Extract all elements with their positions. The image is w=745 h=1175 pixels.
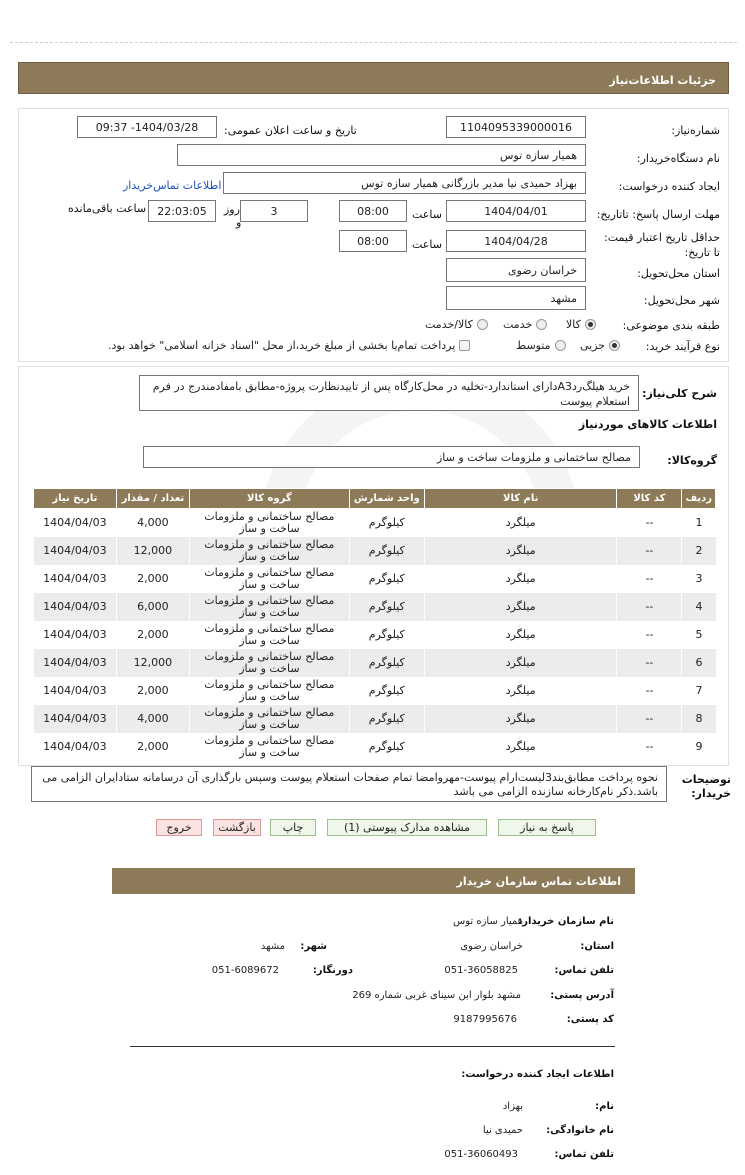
- category-both-radio[interactable]: [477, 319, 488, 330]
- process-medium-label: متوسط: [516, 339, 551, 352]
- col-date: تاریخ نیاز: [34, 489, 117, 509]
- org-value: همیار سازه توس: [453, 916, 523, 927]
- category-service-radio[interactable]: [536, 319, 547, 330]
- summary-field: خرید هیلگ‌ردA3دارای استاندارد-تخلیه در محل‌کارگاه پس از تاییدنظارت پروژه-مطابق بامفادمندرج در فرم استعلام پیوست: [139, 375, 639, 411]
- row-qty: 6,000: [116, 593, 189, 621]
- row-code: --: [617, 677, 682, 705]
- fax-label: دورنگار:: [312, 965, 353, 976]
- table-row: [34, 733, 716, 761]
- first-name-label: نام:: [595, 1101, 614, 1112]
- process-option-medium[interactable]: [516, 339, 566, 352]
- need-number-field: 1104095339000016: [446, 116, 586, 138]
- postal-label: کد پستی:: [566, 1014, 614, 1025]
- days-field: 3: [240, 200, 308, 222]
- address-label: آدرس پستی:: [550, 990, 614, 1001]
- table-row: [34, 677, 716, 705]
- row-date: 1404/04/03: [34, 565, 117, 593]
- row-date: 1404/04/03: [34, 537, 117, 565]
- creator-label: ایجاد کننده درخواست:: [618, 180, 720, 193]
- row-date: 1404/04/03: [34, 509, 117, 537]
- row-group: مصالح ساختمانی و ملزومات ساخت و ساز: [190, 621, 350, 649]
- category-option-service[interactable]: [503, 318, 547, 331]
- fax-value: 051-6089672: [211, 965, 279, 976]
- print-button[interactable]: چاپ: [270, 819, 316, 836]
- row-qty: 4,000: [116, 509, 189, 537]
- category-both-label: کالا/خدمت: [425, 318, 473, 331]
- row-unit: کیلوگرم: [349, 537, 424, 565]
- last-name-label: نام خانوادگی:: [546, 1125, 614, 1136]
- top-divider: [10, 42, 737, 43]
- col-name: نام کالا: [424, 489, 616, 509]
- col-unit: واحد شمارش: [349, 489, 424, 509]
- process-medium-radio[interactable]: [555, 340, 566, 351]
- row-unit: کیلوگرم: [349, 593, 424, 621]
- address-value: مشهد بلوار ابن سینای غربی شماره 269: [352, 990, 521, 1001]
- row-name: میلگرد: [424, 677, 616, 705]
- notes-label: توضیحات خریدار:: [681, 773, 731, 800]
- announce-field: 1404/03/28- 09:37: [77, 116, 217, 138]
- row-date: 1404/04/03: [34, 705, 117, 733]
- table-row: [34, 621, 716, 649]
- buyer-contact-link[interactable]: اطلاعات تماس‌خریدار: [123, 179, 222, 192]
- need-number-label: شماره‌نیاز:: [671, 124, 720, 137]
- row-date: 1404/04/03: [34, 733, 117, 761]
- reply-button[interactable]: پاسخ به نیاز: [498, 819, 596, 836]
- process-minor-radio[interactable]: [609, 340, 620, 351]
- remaining-time-field: 22:03:05: [148, 200, 216, 222]
- phone-label: تلفن تماس:: [554, 965, 614, 976]
- row-unit: کیلوگرم: [349, 565, 424, 593]
- row-code: --: [617, 509, 682, 537]
- table-row: [34, 565, 716, 593]
- contact-title: اطلاعات تماس سازمان خریدار: [456, 875, 621, 888]
- province-field: خراسان رضوی: [446, 258, 586, 282]
- back-button[interactable]: بازگشت: [213, 819, 261, 836]
- remaining-label: ساعت باقی‌مانده: [68, 202, 147, 215]
- row-unit: کیلوگرم: [349, 705, 424, 733]
- row-date: 1404/04/03: [34, 677, 117, 705]
- deadline-time-field: 08:00: [339, 200, 407, 222]
- items-table: [33, 488, 716, 761]
- summary-label: شرح کلی‌نیاز:: [642, 387, 717, 400]
- row-code: --: [617, 649, 682, 677]
- row-index: 3: [682, 565, 716, 593]
- row-index: 7: [682, 677, 716, 705]
- col-code: کد کالا: [617, 489, 682, 509]
- province-label: استان محل‌تحویل:: [637, 267, 720, 280]
- row-qty: 2,000: [116, 565, 189, 593]
- row-group: مصالح ساختمانی و ملزومات ساخت و ساز: [190, 705, 350, 733]
- deadline-label: مهلت ارسال پاسخ: تاتاریخ:: [596, 208, 720, 221]
- row-code: --: [617, 565, 682, 593]
- contact-province-value: خراسان رضوی: [460, 941, 523, 952]
- row-code: --: [617, 537, 682, 565]
- row-unit: کیلوگرم: [349, 621, 424, 649]
- col-index: ردیف: [682, 489, 716, 509]
- payment-checkbox[interactable]: [459, 340, 470, 351]
- row-date: 1404/04/03: [34, 593, 117, 621]
- row-code: --: [617, 733, 682, 761]
- first-name-value: بهزاد: [502, 1101, 523, 1112]
- col-qty: تعداد / مقدار: [116, 489, 189, 509]
- row-name: میلگرد: [424, 593, 616, 621]
- page-header: [18, 62, 729, 94]
- days-label: روز: [224, 203, 240, 216]
- items-table-body: [34, 509, 716, 761]
- buyer-org-field: همیار سازه توس: [177, 144, 586, 166]
- row-code: --: [617, 705, 682, 733]
- row-unit: کیلوگرم: [349, 733, 424, 761]
- row-group: مصالح ساختمانی و ملزومات ساخت و ساز: [190, 677, 350, 705]
- row-index: 4: [682, 593, 716, 621]
- group-field: مصالح ساختمانی و ملزومات ساخت و ساز: [143, 446, 640, 468]
- category-label: طبقه بندی موضوعی:: [622, 319, 720, 332]
- postal-value: 9187995676: [453, 1014, 517, 1025]
- category-option-goods[interactable]: [566, 318, 596, 331]
- row-group: مصالح ساختمانی و ملزومات ساخت و ساز: [190, 509, 350, 537]
- category-service-label: خدمت: [503, 318, 533, 331]
- row-index: 6: [682, 649, 716, 677]
- exit-button[interactable]: خروج: [156, 819, 202, 836]
- group-label: گروه‌کالا:: [667, 454, 717, 467]
- row-qty: 4,000: [116, 705, 189, 733]
- process-label: نوع فرآیند خرید:: [645, 340, 720, 353]
- notes-field: نحوه پرداخت مطابق‌بند3لیست‌ارام پیوست-مهروامضا تمام صفحات استعلام پیوست وسپس بارگذاری آن درسامانه ستادایران الزامی می باشد.ذکر نام‌کارخانه سازنده الزامی می باشد: [31, 766, 667, 802]
- row-index: 2: [682, 537, 716, 565]
- row-unit: کیلوگرم: [349, 509, 424, 537]
- phone-value: 051-36058825: [444, 965, 518, 976]
- buyer-org-label: نام دستگاه‌خریدار:: [636, 152, 720, 165]
- creator-phone-value: 051-36060493: [444, 1149, 518, 1160]
- table-row: [34, 593, 716, 621]
- row-name: میلگرد: [424, 733, 616, 761]
- contact-divider: [130, 1046, 615, 1047]
- items-table-header: [34, 489, 716, 509]
- contact-city-value: مشهد: [260, 941, 285, 952]
- category-goods-radio[interactable]: [585, 319, 596, 330]
- row-group: مصالح ساختمانی و ملزومات ساخت و ساز: [190, 593, 350, 621]
- category-goods-label: کالا: [566, 318, 581, 331]
- payment-option[interactable]: [108, 339, 470, 352]
- view-documents-button[interactable]: مشاهده مدارک پیوستی (1): [327, 819, 487, 836]
- validity-label: حداقل تاریخ اعتبار قیمت: تا تاریخ:: [604, 231, 720, 259]
- table-row: [34, 509, 716, 537]
- city-label: شهر محل‌تحویل:: [643, 294, 720, 307]
- validity-time-field: 08:00: [339, 230, 407, 252]
- row-index: 5: [682, 621, 716, 649]
- row-qty: 12,000: [116, 537, 189, 565]
- row-name: میلگرد: [424, 537, 616, 565]
- row-qty: 2,000: [116, 733, 189, 761]
- deadline-date-field: 1404/04/01: [446, 200, 586, 222]
- row-index: 9: [682, 733, 716, 761]
- row-unit: کیلوگرم: [349, 677, 424, 705]
- deadline-time-label: ساعت: [412, 208, 442, 221]
- row-group: مصالح ساختمانی و ملزومات ساخت و ساز: [190, 649, 350, 677]
- row-name: میلگرد: [424, 621, 616, 649]
- row-name: میلگرد: [424, 565, 616, 593]
- validity-time-label: ساعت: [412, 238, 442, 251]
- validity-date-field: 1404/04/28: [446, 230, 586, 252]
- table-row: [34, 537, 716, 565]
- row-index: 1: [682, 509, 716, 537]
- page-title: جزئیات اطلاعات‌نیاز: [609, 74, 716, 87]
- row-date: 1404/04/03: [34, 649, 117, 677]
- row-date: 1404/04/03: [34, 621, 117, 649]
- creator-info-title: اطلاعات ایجاد کننده درخواست:: [461, 1069, 614, 1080]
- row-unit: کیلوگرم: [349, 649, 424, 677]
- last-name-value: حمیدی نیا: [482, 1125, 523, 1136]
- contact-city-label: شهر:: [300, 941, 327, 952]
- process-minor-label: جزیی: [580, 339, 606, 352]
- table-row: [34, 649, 716, 677]
- row-name: میلگرد: [424, 509, 616, 537]
- payment-note: پرداخت تمام‌یا بخشی از مبلغ خرید،از محل "اسناد خزانه اسلامی" خواهد بود.: [108, 339, 456, 352]
- city-field: مشهد: [446, 286, 586, 310]
- row-qty: 12,000: [116, 649, 189, 677]
- row-code: --: [617, 593, 682, 621]
- creator-field: بهزاد حمیدی نیا مدیر بازرگانی همیار سازه توس: [223, 172, 586, 194]
- creator-phone-label: تلفن تماس:: [554, 1149, 614, 1160]
- col-group: گروه کالا: [190, 489, 350, 509]
- org-label: نام سازمان خریدار:: [518, 916, 614, 927]
- row-qty: 2,000: [116, 621, 189, 649]
- process-option-minor[interactable]: [580, 339, 620, 352]
- row-name: میلگرد: [424, 649, 616, 677]
- contact-province-label: استان:: [580, 941, 614, 952]
- announce-label: تاریخ و ساعت اعلان عمومی:: [224, 124, 357, 137]
- row-group: مصالح ساختمانی و ملزومات ساخت و ساز: [190, 537, 350, 565]
- category-option-both[interactable]: [425, 318, 488, 331]
- and-label: و: [236, 216, 242, 229]
- items-table-wrap: [33, 488, 716, 761]
- row-code: --: [617, 621, 682, 649]
- row-qty: 2,000: [116, 677, 189, 705]
- contact-header: [112, 868, 635, 894]
- row-group: مصالح ساختمانی و ملزومات ساخت و ساز: [190, 733, 350, 761]
- row-index: 8: [682, 705, 716, 733]
- table-row: [34, 705, 716, 733]
- row-name: میلگرد: [424, 705, 616, 733]
- goods-info-title: اطلاعات کالاهای موردنیاز: [578, 418, 717, 431]
- row-group: مصالح ساختمانی و ملزومات ساخت و ساز: [190, 565, 350, 593]
